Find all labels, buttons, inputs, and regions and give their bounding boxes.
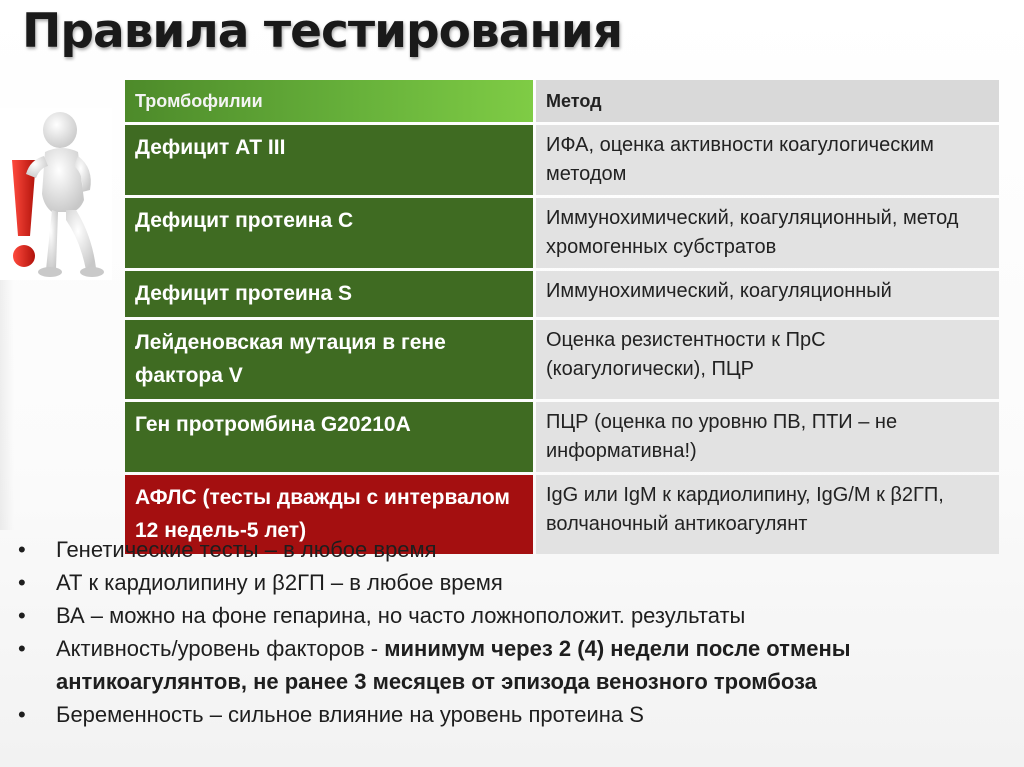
note-text: Генетические тесты – в любое время xyxy=(56,537,437,562)
thrombophilia-cell: Дефицит АТ III xyxy=(125,125,533,195)
thrombophilia-cell: Дефицит протеина S xyxy=(125,271,533,317)
table-row xyxy=(125,198,999,268)
method-cell: ПЦР (оценка по уровню ПВ, ПТИ – не информативна!) xyxy=(536,402,999,472)
table-row xyxy=(125,320,999,399)
testing-rules-table xyxy=(122,77,1002,557)
list-item xyxy=(18,698,1008,731)
note-text: ВА – можно на фоне гепарина, но часто ложноположит. результаты xyxy=(56,603,746,628)
thrombophilia-cell: Ген протромбина G20210A xyxy=(125,402,533,472)
bullet-icon: • xyxy=(18,603,26,628)
table-row xyxy=(125,271,999,317)
notes-list xyxy=(18,533,1008,731)
method-cell: IgG или IgM к кардиолипину, IgG/M к β2ГП, волчаночный антикоагулянт xyxy=(536,475,999,554)
header-thrombophilia: Тромбофилии xyxy=(125,80,533,122)
method-cell: ИФА, оценка активности коагулогическим методом xyxy=(536,125,999,195)
header-method: Метод xyxy=(536,80,999,122)
method-cell: Оценка резистентности к ПрС (коагулогически), ПЦР xyxy=(536,320,999,399)
method-cell: Иммунохимический, коагуляционный, метод хромогенных субстратов xyxy=(536,198,999,268)
page-title: Правила тестирования xyxy=(22,4,622,59)
note-text: Активность/уровень факторов - xyxy=(56,636,385,661)
bullet-icon: • xyxy=(18,636,26,661)
thrombophilia-cell: Дефицит протеина С xyxy=(125,198,533,268)
table-header-row xyxy=(125,80,999,122)
table-row xyxy=(125,402,999,472)
thrombophilia-cell: Лейденовская мутация в гене фактора V xyxy=(125,320,533,399)
decorative-shadow xyxy=(0,280,14,530)
method-cell: Иммунохимический, коагуляционный xyxy=(536,271,999,317)
note-emphasis: минимум через 2 (4) недели после отмены антикоагулянтов, не ранее 3 месяцев от эпизода венозного тромбоза xyxy=(56,636,851,694)
note-text: АТ к кардиолипину и β2ГП – в любое время xyxy=(56,570,503,595)
list-item xyxy=(18,533,1008,566)
note-text: Беременность – сильное влияние на уровень протеина S xyxy=(56,702,644,727)
bullet-icon: • xyxy=(18,537,26,562)
list-item xyxy=(18,566,1008,599)
table-row xyxy=(125,125,999,195)
list-item xyxy=(18,599,1008,632)
thrombophilia-cell: АФЛС (тесты дважды с интервалом 12 недель-5 лет) xyxy=(125,475,533,554)
bullet-icon: • xyxy=(18,570,26,595)
person-with-exclamation-icon xyxy=(0,108,112,280)
bullet-icon: • xyxy=(18,702,26,727)
list-item xyxy=(18,632,1008,698)
